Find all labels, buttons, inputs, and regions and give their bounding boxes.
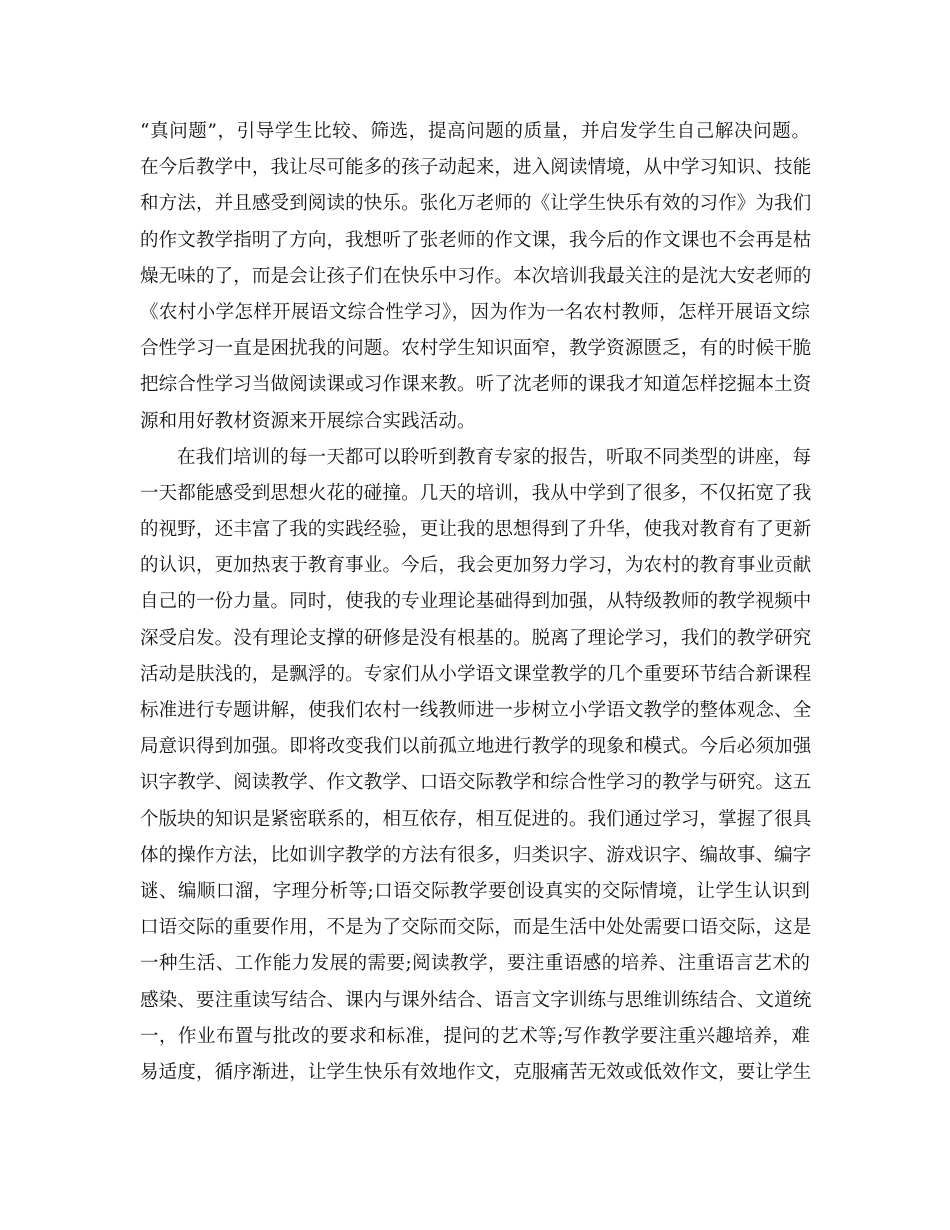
body-text xyxy=(140,114,810,1091)
paragraph-2-line-1: 在我们培训的每一天都可以聆听到教育专家的报告，听取不同类型的讲座，每 xyxy=(177,446,812,468)
paragraph-2-line-7: 活动是肤浅的，是飘浮的。专家们从小学语文课堂教学的几个重要环节结合新课程 xyxy=(140,663,812,685)
paragraph-2-line-3: 的视野，还丰富了我的实践经验，更让我的思想得到了升华，使我对教育有了更新 xyxy=(140,519,812,541)
paragraph-1-line-6: 《农村小学怎样开展语文综合性学习》，因为作为一名农村教师，怎样开展语文综 xyxy=(140,301,810,323)
paragraph-2-line-14: 口语交际的重要作用，不是为了交际而交际，而是生活中处处需要口语交际，这是 xyxy=(140,917,812,939)
paragraph-2-line-17: 一，作业布置与批改的要求和标准，提问的艺术等;写作教学要注重兴趣培养，难 xyxy=(140,1025,810,1047)
paragraph-2-line-4: 的认识，更加热衷于教育事业。今后，我会更加努力学习，为农村的教育事业贡献 xyxy=(140,555,812,577)
paragraph-1-line-8: 把综合性学习当做阅读课或习作课来教。听了沈老师的课我才知道怎样挖掘本土资 xyxy=(140,374,812,396)
paragraph-1-line-3: 和方法，并且感受到阅读的快乐。张化万老师的《让学生快乐有效的习作》为我们 xyxy=(140,193,812,215)
paragraph-1-line-4: 的作文教学指明了方向，我想听了张老师的作文课，我今后的作文课也不会再是枯 xyxy=(140,229,812,251)
paragraph-2-line-10: 识字教学、阅读教学、作文教学、口语交际教学和综合性学习的教学与研究。这五 xyxy=(140,772,812,794)
paragraph-2-line-6: 深受启发。没有理论支撑的研修是没有根基的。脱离了理论学习，我们的教学研究 xyxy=(140,627,812,649)
paragraph-2-line-15: 一种生活、工作能力发展的需要;阅读教学，要注重语感的培养、注重语言艺术的 xyxy=(140,953,810,975)
paragraph-1-line-9: 源和用好教材资源来开展综合实践活动。 xyxy=(140,410,476,432)
paragraph-2-line-18: 易适度，循序渐进，让学生快乐有效地作文，克服痛苦无效或低效作文，要让学生 xyxy=(140,1061,812,1083)
paragraph-2-line-8: 标准进行专题讲解，使我们农村一线教师进一步树立小学语文教学的整体观念、全 xyxy=(140,700,812,721)
paragraph-2-line-12: 体的操作方法，比如训字教学的方法有很多，归类识字、游戏识字、编故事、编字 xyxy=(140,844,812,866)
paragraph-2-line-9: 局意识得到加强。即将改变我们以前孤立地进行教学的现象和模式。今后必须加强 xyxy=(140,736,812,758)
paragraph-1-line-2: 在今后教学中，我让尽可能多的孩子动起来，进入阅读情境，从中学习知识、技能 xyxy=(140,157,812,179)
paragraph-2-line-2: 一天都能感受到思想火花的碰撞。几天的培训，我从中学到了很多，不仅拓宽了我 xyxy=(140,482,812,504)
paragraph-2-line-11: 个版块的知识是紧密联系的，相互依存，相互促进的。我们通过学习，掌握了很具 xyxy=(140,808,812,830)
paragraph-2-line-5: 自己的一份力量。同时，使我的专业理论基础得到加强，从特级教师的教学视频中 xyxy=(140,591,812,613)
paragraph-1-line-1: “真问题”，引导学生比较、筛选，提高问题的质量，并启发学生自己解决问题。 xyxy=(140,121,810,142)
paragraph-2-line-13: 谜、编顺口溜，字理分析等;口语交际教学要创设真实的交际情境，让学生认识到 xyxy=(140,880,810,902)
paragraph-2-line-16: 感染、要注重读写结合、课内与课外结合、语言文字训练与思维训练结合、文道统 xyxy=(140,989,812,1011)
paragraph-1-line-5: 燥无味的了，而是会让孩子们在快乐中习作。本次培训我最关注的是沈大安老师的 xyxy=(140,265,812,287)
paragraph-1-line-7: 合性学习一直是困扰我的问题。农村学生知识面窄，教学资源匮乏，有的时候干脆 xyxy=(140,338,812,360)
